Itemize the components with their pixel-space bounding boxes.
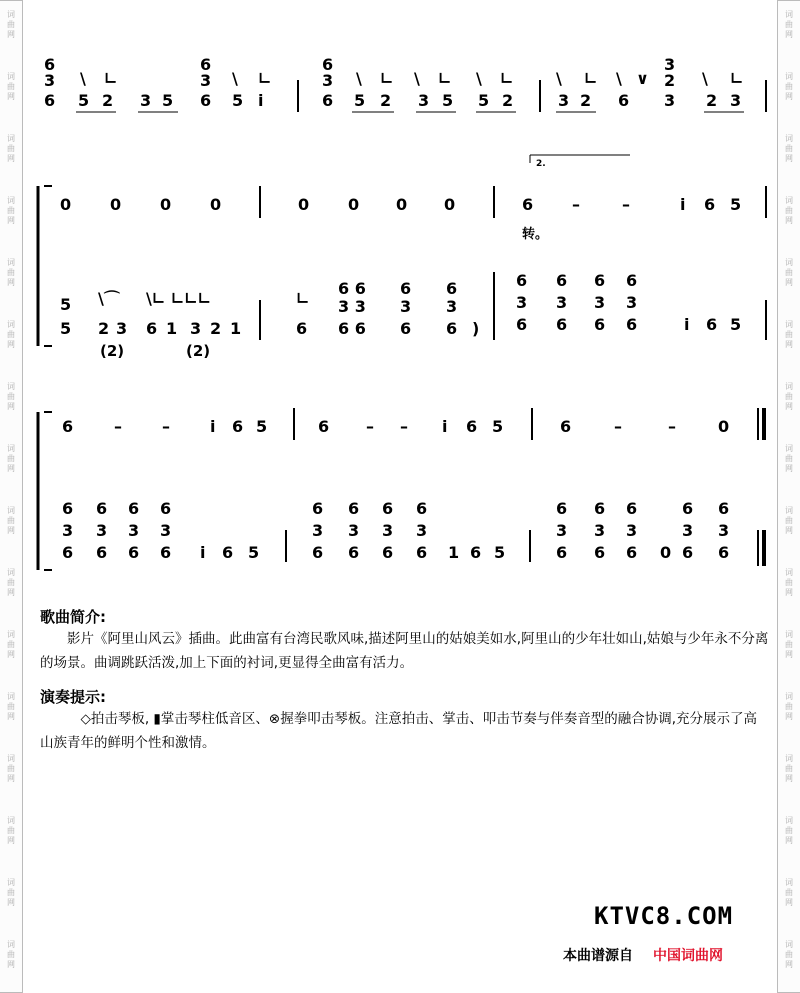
svg-text:3: 3 [96,521,108,540]
watermark-text: 词 曲 网 [785,258,793,287]
svg-text:1: 1 [230,319,242,338]
svg-text:\⌒: \⌒ [98,289,120,308]
watermark-text: 词 曲 网 [785,382,793,411]
svg-text:–: – [622,195,630,214]
watermark-text: 词 曲 网 [785,72,793,101]
svg-text:6: 6 [594,271,606,290]
svg-text:2: 2 [210,319,222,338]
svg-text:3: 3 [626,293,638,312]
svg-text:2: 2 [664,71,676,90]
svg-text:0: 0 [160,195,172,214]
tips-text: ◇拍击琴板, ▮掌击琴柱低音区、⊗握拳叩击琴板。注意拍击、掌击、叩击节奏与伴奏音型的融合协调,充分展示了高山族青年的鲜明个性和激情。 [40,711,757,751]
svg-text:3: 3 [730,91,742,110]
svg-text:5: 5 [730,315,742,334]
intro-section [40,606,770,675]
svg-text:3: 3 [556,521,568,540]
svg-text:i: i [680,195,686,214]
svg-text:0: 0 [396,195,408,214]
watermark-text: 词 曲 网 [785,196,793,225]
svg-text:∟: ∟ [104,69,118,88]
svg-text:–: – [614,417,622,436]
watermark-text: 词 曲 网 [785,10,793,39]
svg-text:6 6: 6 6 [338,279,366,298]
svg-text:6: 6 [594,543,606,562]
svg-text:\: \ [556,69,562,88]
tips-heading: 演奏提示: [40,688,106,706]
source-site-link[interactable]: 中国词曲网 [653,948,723,964]
watermark-text: 词 曲 网 [785,816,793,845]
score-system-3 [38,408,764,570]
svg-text:3: 3 [116,319,128,338]
svg-text:\: \ [80,69,86,88]
watermark-text: 词 曲 网 [7,568,15,597]
svg-text:i: i [442,417,448,436]
svg-text:\: \ [356,69,362,88]
watermark-text: 词 曲 网 [785,506,793,535]
svg-text:3: 3 [594,521,606,540]
svg-text:i: i [210,417,216,436]
watermark-text: 词 曲 网 [7,196,15,225]
svg-text:0: 0 [348,195,360,214]
svg-text:3: 3 [160,521,172,540]
svg-text:3: 3 [382,521,394,540]
watermark-text: 词 曲 网 [7,878,15,907]
watermark-text: 词 曲 网 [7,258,15,287]
svg-text:6: 6 [626,271,638,290]
svg-text:6: 6 [516,315,528,334]
svg-text:∟: ∟ [258,69,272,88]
svg-text:6: 6 [416,499,428,518]
svg-text:6: 6 [400,279,412,298]
svg-text:6: 6 [348,499,360,518]
svg-text:3: 3 [446,297,458,316]
svg-text:6: 6 [382,499,394,518]
volta-bracket [530,155,630,169]
score-row-1 [44,55,766,112]
svg-text:6: 6 [416,543,428,562]
svg-text:6: 6 [312,499,324,518]
svg-text:6: 6 [62,543,74,562]
svg-text:3: 3 [312,521,324,540]
svg-text:1: 1 [448,543,460,562]
svg-text:5: 5 [162,91,174,110]
svg-text:6: 6 [556,315,568,334]
svg-text:5: 5 [442,91,454,110]
svg-text:5: 5 [78,91,90,110]
svg-text:3: 3 [418,91,430,110]
svg-text:∨: ∨ [636,69,649,88]
svg-text:3: 3 [416,521,428,540]
svg-text:0: 0 [298,195,310,214]
svg-text:2: 2 [102,91,114,110]
watermark-text: 词 曲 网 [7,692,15,721]
svg-text:5: 5 [478,91,490,110]
score-system-2 [38,186,766,360]
watermark-text: 词 曲 网 [7,444,15,473]
source-line [563,945,723,965]
svg-text:6: 6 [682,499,694,518]
svg-text:6: 6 [96,499,108,518]
svg-text:6: 6 [96,543,108,562]
watermark-text: 词 曲 网 [7,754,15,783]
svg-text:3: 3 [718,521,730,540]
svg-text:6: 6 [516,271,528,290]
svg-text:3: 3 [140,91,152,110]
svg-text:∟: ∟ [584,69,598,88]
svg-text:3: 3 [556,293,568,312]
tips-section [40,686,770,755]
svg-text:6: 6 [312,543,324,562]
svg-text:–: – [668,417,676,436]
svg-text:6: 6 [232,417,244,436]
svg-text:6: 6 [296,319,308,338]
svg-text:\: \ [232,69,238,88]
watermark-text: 词 曲 网 [785,568,793,597]
svg-text:6: 6 [718,499,730,518]
svg-text:6: 6 [322,91,334,110]
watermark-text: 词 曲 网 [7,72,15,101]
svg-text:\: \ [702,69,708,88]
svg-text:5: 5 [354,91,366,110]
svg-text:0: 0 [60,195,72,214]
svg-text:0: 0 [660,543,672,562]
svg-text:6: 6 [626,315,638,334]
svg-text:3 3: 3 3 [338,297,366,316]
watermark-text: 词 曲 网 [785,320,793,349]
svg-text:3: 3 [128,521,140,540]
svg-text:3: 3 [682,521,694,540]
svg-text:6: 6 [128,543,140,562]
svg-text:6: 6 [200,91,212,110]
source-label: 本曲谱源自 [563,948,633,964]
svg-text:i: i [200,543,206,562]
svg-text:1: 1 [166,319,178,338]
svg-text:–: – [400,417,408,436]
svg-text:6 6: 6 6 [338,319,366,338]
svg-text:3: 3 [664,55,676,74]
svg-text:–: – [162,417,170,436]
watermark-text: 词 曲 网 [7,134,15,163]
svg-text:6: 6 [594,499,606,518]
svg-text:\∟ ∟∟∟: \∟ ∟∟∟ [146,289,212,308]
intro-heading: 歌曲简介: [40,608,106,626]
svg-text:i: i [258,91,264,110]
watermark-text: 词 曲 网 [7,320,15,349]
svg-text:2: 2 [98,319,110,338]
svg-text:6: 6 [322,55,334,74]
svg-text:6: 6 [560,417,572,436]
svg-text:3: 3 [44,71,56,90]
svg-text:6: 6 [128,499,140,518]
watermark-text: 词 曲 网 [7,10,15,39]
svg-text:5: 5 [256,417,268,436]
svg-text:i: i [684,315,690,334]
svg-text:5: 5 [232,91,244,110]
watermark-text: 词 曲 网 [7,816,15,845]
watermark-text: 词 曲 网 [785,630,793,659]
svg-text:\: \ [476,69,482,88]
svg-text:6: 6 [318,417,330,436]
watermark-text: 词 曲 网 [785,444,793,473]
svg-text:5: 5 [248,543,260,562]
watermark-text: 词 曲 网 [785,692,793,721]
svg-text:6: 6 [382,543,394,562]
svg-text:5: 5 [494,543,506,562]
svg-text:\: \ [414,69,420,88]
svg-text:∟: ∟ [438,69,452,88]
svg-text:2: 2 [706,91,718,110]
svg-text:–: – [366,417,374,436]
watermark-text: 词 曲 网 [785,754,793,783]
intro-text: 影片《阿里山风云》插曲。此曲富有台湾民歌风味,描述阿里山的姑娘美如水,阿里山的少年壮如山,姑娘与少年永不分离的场景。曲调跳跃活泼,加上下面的衬词,更显得全曲富有活力。 [40,631,769,671]
svg-text:6: 6 [160,543,172,562]
svg-text:3: 3 [62,521,74,540]
svg-text:6: 6 [618,91,630,110]
svg-text:2: 2 [580,91,592,110]
watermark-text: 词 曲 网 [7,940,15,969]
volta-number: 2. [536,159,546,169]
svg-text:6: 6 [556,499,568,518]
svg-text:6: 6 [682,543,694,562]
svg-text:6: 6 [44,55,56,74]
watermark-text: 词 曲 网 [785,940,793,969]
svg-text:6: 6 [446,319,458,338]
svg-text:∟: ∟ [380,69,394,88]
svg-text:3: 3 [200,71,212,90]
svg-text:∟: ∟ [730,69,744,88]
watermark-text: 词 曲 网 [7,630,15,659]
svg-text:5: 5 [492,417,504,436]
watermark-text: 词 曲 网 [7,382,15,411]
svg-text:–: – [572,195,580,214]
svg-text:3: 3 [322,71,334,90]
svg-text:0: 0 [444,195,456,214]
svg-text:6: 6 [594,315,606,334]
svg-text:(2): (2) [100,342,125,360]
svg-text:\: \ [616,69,622,88]
svg-text:∟: ∟ [296,289,310,308]
svg-text:6: 6 [348,543,360,562]
svg-text:2: 2 [380,91,392,110]
svg-text:5: 5 [60,295,72,314]
svg-text:0: 0 [718,417,730,436]
svg-text:6: 6 [160,499,172,518]
svg-text:6: 6 [62,499,74,518]
svg-text:6: 6 [44,91,56,110]
svg-text:3: 3 [594,293,606,312]
svg-text:–: – [114,417,122,436]
svg-text:3: 3 [516,293,528,312]
svg-text:2: 2 [502,91,514,110]
svg-text:6: 6 [146,319,158,338]
svg-text:6: 6 [470,543,482,562]
watermark-text: 词 曲 网 [785,134,793,163]
svg-text:6: 6 [200,55,212,74]
svg-text:6: 6 [466,417,478,436]
svg-text:3: 3 [558,91,570,110]
svg-text:): ) [472,319,480,338]
svg-text:6: 6 [522,195,534,214]
svg-text:0: 0 [110,195,122,214]
svg-text:6: 6 [626,499,638,518]
svg-text:5: 5 [60,319,72,338]
zhuan-annotation: 转。 [522,227,549,242]
watermark-text: 词 曲 网 [7,506,15,535]
svg-text:6: 6 [222,543,234,562]
svg-text:6: 6 [400,319,412,338]
svg-text:3: 3 [626,521,638,540]
svg-text:0: 0 [210,195,222,214]
svg-text:6: 6 [62,417,74,436]
ktvc8-logo: KTVC8.COM [594,902,734,930]
svg-text:6: 6 [626,543,638,562]
svg-text:3: 3 [400,297,412,316]
svg-text:∟: ∟ [500,69,514,88]
svg-text:(2): (2) [186,342,211,360]
svg-text:6: 6 [446,279,458,298]
svg-text:6: 6 [704,195,716,214]
watermark-text: 词 曲 网 [785,878,793,907]
svg-text:6: 6 [718,543,730,562]
svg-text:3: 3 [190,319,202,338]
svg-text:6: 6 [556,543,568,562]
svg-text:3: 3 [348,521,360,540]
svg-text:5: 5 [730,195,742,214]
svg-text:3: 3 [664,91,676,110]
svg-text:6: 6 [706,315,718,334]
svg-text:6: 6 [556,271,568,290]
